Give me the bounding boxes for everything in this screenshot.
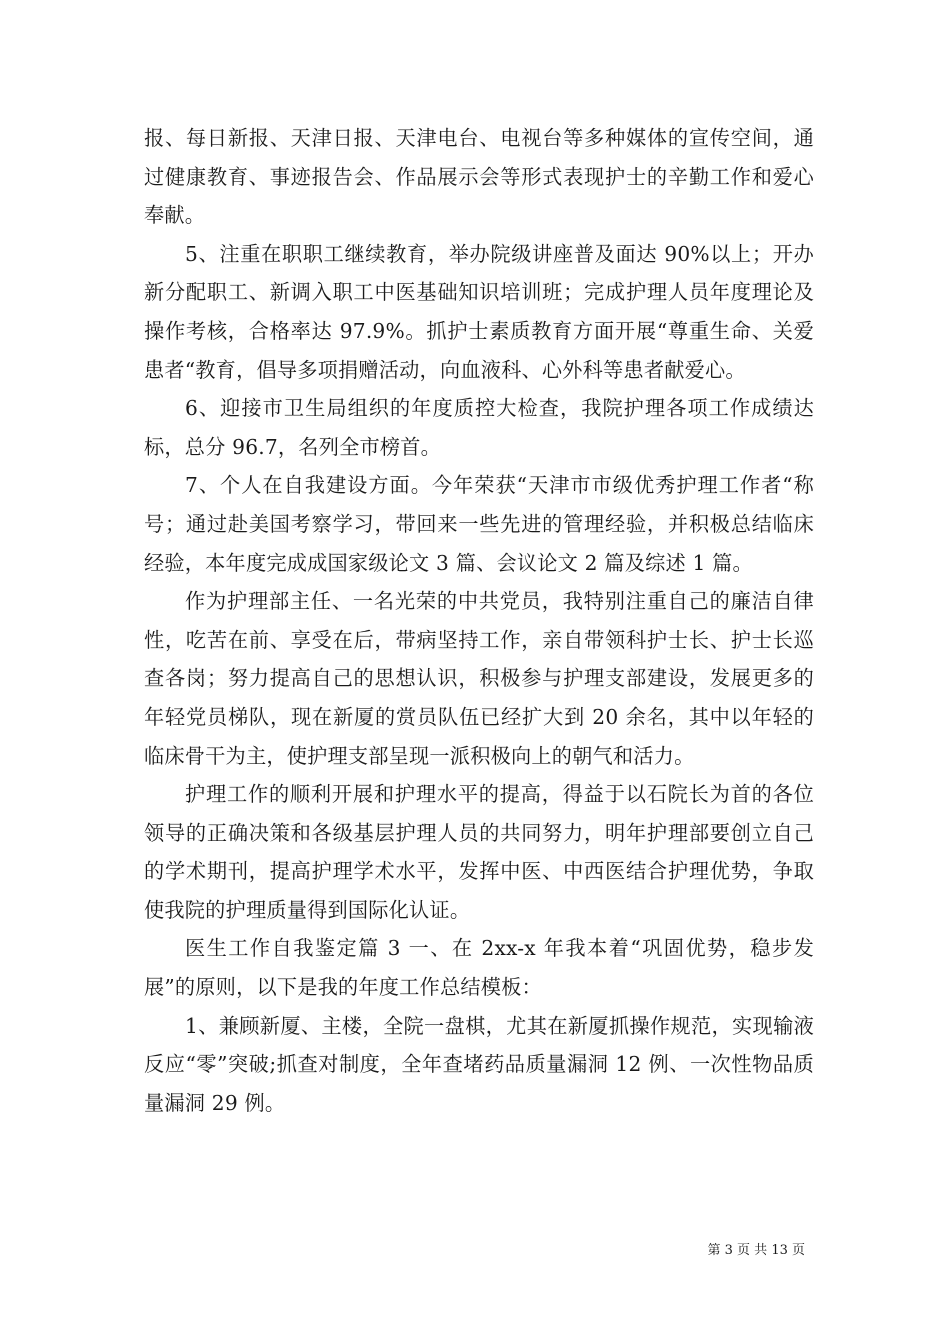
page-number-footer: 第 3 页 共 13 页 (707, 1243, 805, 1258)
paragraph-1: 报、每日新报、天津日报、天津电台、电视台等多种媒体的宣传空间，通过健康教育、事迹报告会、作品展示会等形式表现护士的辛勤工作和爱心奉献。 (144, 126, 814, 228)
paragraph-6: 护理工作的顺利开展和护理水平的提高，得益于以石院长为首的各位领导的正确决策和各级基层护理人员的共同努力，明年护理部要创立自己的学术期刊，提高护理学术水平，发挥中医、中西医结合护理优势，争取使我院的护理质量得到国际化认证。 (144, 782, 814, 922)
paragraph-8: 1、兼顾新厦、主楼，全院一盘棋，尤其在新厦抓操作规范，实现输液反应“零”突破;抓查对制度，全年查堵药品质量漏洞 12 例、一次性物品质量漏洞 29 例。 (144, 1013, 814, 1115)
paragraph-5: 作为护理部主任、一名光荣的中共党员，我特别注重自己的廉洁自律性，吃苦在前、享受在后，带病坚持工作，亲自带领科护士长、护士长巡查各岗；努力提高自己的思想认识，积极参与护理支部建设，发展更多的年轻党员梯队，现在新厦的赏员队伍已经扩大到 20 余名，其中以年轻的临床骨干为主，使护理支部呈现一派积极向上的朝气和活力。 (144, 589, 814, 768)
document-body (144, 119, 814, 1122)
paragraph-4: 7、个人在自我建设方面。今年荣获“天津市市级优秀护理工作者“称号；通过赴美国考察学习，带回来一些先进的管理经验，并积极总结临床经验，本年度完成成国家级论文 3 篇、会议论文 2 篇及综述 1 篇。 (144, 473, 814, 575)
paragraph-7: 医生工作自我鉴定篇 3 一、在 2xx-x 年我本着“巩固优势，稳步发展”的原则，以下是我的年度工作总结模板： (144, 936, 814, 1000)
paragraph-2: 5、注重在职职工继续教育，举办院级讲座普及面达 90%以上；开办新分配职工、新调入职工中医基础知识培训班；完成护理人员年度理论及操作考核，合格率达 97.9%。抓护士素质教育方面开展“尊重生命、关爱患者“教育，倡导多项捐赠活动，向血液科、心外科等患者献爱心。 (144, 241, 814, 382)
paragraph-3: 6、迎接市卫生局组织的年度质控大检查，我院护理各项工作成绩达标，总分 96.7，名列全市榜首。 (144, 396, 814, 459)
